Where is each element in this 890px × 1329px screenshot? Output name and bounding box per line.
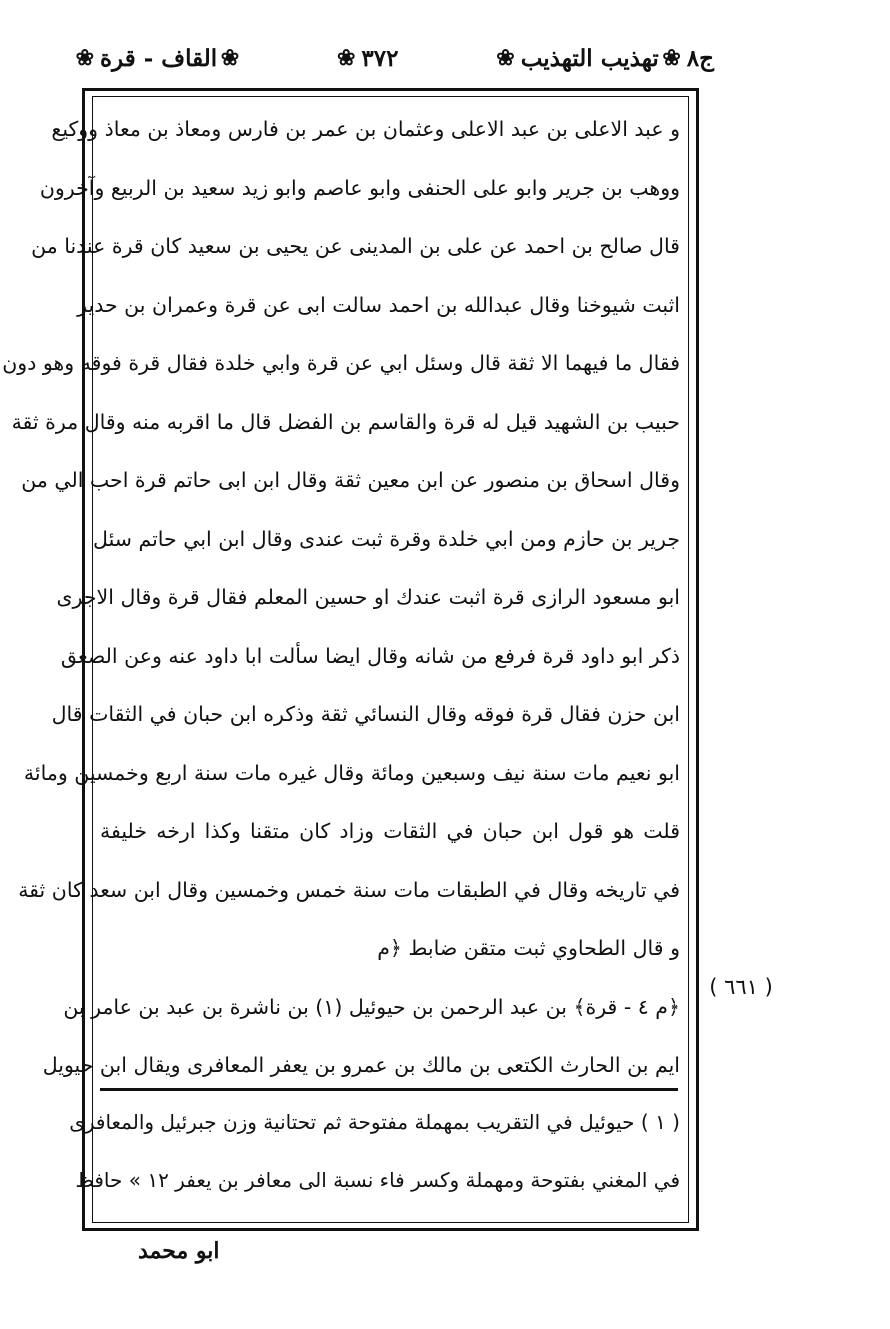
volume-label: ج٨ bbox=[686, 44, 714, 72]
footnote-divider bbox=[100, 1088, 678, 1091]
footnotes bbox=[69, 1093, 680, 1209]
ornament-icon: ❀ bbox=[662, 45, 681, 71]
text-line: و قال الطحاوي ثبت متقن ضابط ﴿م bbox=[377, 936, 680, 960]
text-line: وقال اسحاق بن منصور عن ابن معين ثقة وقال ابن ابى حاتم قرة احب الي من bbox=[21, 468, 680, 492]
footnote-line: في المغني بفتوحة ومهملة وكسر فاء نسبة الى معافر بن يعفر ١٢ » حافظ bbox=[75, 1168, 680, 1192]
text-line: قلت هو قول ابن حبان في الثقات وزاد كان متقنا وكذا ارخه خليفة bbox=[100, 819, 680, 843]
text-line: فقال ما فيهما الا ثقة قال وسئل ابي عن قرة وابي خلدة فقال قرة فوقه وهو دون bbox=[2, 351, 680, 375]
text-line: ووهب بن جرير وابو على الحنفى وابو عاصم وابو زيد سعيد بن الربيع وآخرون bbox=[39, 175, 680, 200]
main-text bbox=[2, 100, 680, 1095]
text-line: ابو مسعود الرازى قرة اثبت عندك او حسين المعلم فقال قرة وقال الاجرى bbox=[56, 585, 680, 609]
ornament-icon: ❀ bbox=[336, 45, 356, 71]
text-line: ابو نعيم مات سنة نيف وسبعين ومائة وقال غيره مات سنة اربع وخمسين ومائة bbox=[23, 760, 680, 785]
running-head-section bbox=[75, 44, 240, 72]
ornament-icon: ❀ bbox=[496, 45, 515, 71]
ornament-icon: ❀ bbox=[220, 45, 240, 71]
section-title: القاف - قرة bbox=[100, 44, 218, 72]
page-number: ٣٧٢ bbox=[361, 44, 399, 72]
entry-line: ايم بن الحارث الكتعى بن مالك بن عمرو بن يعفر المعافرى ويقال ابن حيويل bbox=[42, 1053, 680, 1077]
running-head-volume-title bbox=[496, 44, 714, 72]
text-line: جرير بن حازم ومن ابي خلدة وقرة ثبت عندى وقال ابن ابي حاتم سئل bbox=[93, 526, 680, 551]
page-header bbox=[75, 34, 714, 82]
text-line: و عبد الاعلى بن عبد الاعلى وعثمان بن عمر بن فارس ومعاذ بن معاذ ووكيع bbox=[51, 117, 680, 141]
book-title: تهذيب التهذيب bbox=[520, 44, 659, 72]
entry-line: ﴿م ٤ - قرة﴾ بن عبد الرحمن بن حيوئيل (١) بن ناشرة بن عبد بن عامر بن bbox=[63, 994, 680, 1019]
footnote-line: ( ١ ) حيوئيل في التقريب بمهملة مفتوحة ثم تحتانية وزن جبرئيل والمعافرى bbox=[69, 1110, 680, 1134]
signature: ابو محمد bbox=[138, 1238, 220, 1264]
running-head-page bbox=[336, 44, 399, 72]
text-line: حبيب بن الشهيد قيل له قرة والقاسم بن الفضل قال ما اقربه منه وقال مرة ثقة bbox=[11, 409, 680, 434]
text-line: في تاريخه وقال في الطبقات مات سنة خمس وخمسين وقال ابن سعد كان ثقة bbox=[18, 877, 680, 902]
text-line: ابن حزن فقال قرة فوقه وقال النسائي ثقة وذكره ابن حبان في الثقات قال bbox=[51, 702, 680, 726]
entry-number: ( ٦٦١ ) bbox=[709, 975, 773, 999]
ornament-icon: ❀ bbox=[75, 45, 94, 71]
text-line: قال صالح بن احمد عن على بن المدينى عن يحيى بن سعيد كان قرة عندنا من bbox=[31, 234, 680, 258]
text-line: اثبت شيوخنا وقال عبدالله بن احمد سالت ابى عن قرة وعمران بن حدير bbox=[77, 292, 680, 317]
text-line: ذكر ابو داود قرة فرفع من شانه وقال ايضا سألت ابا داود عنه وعن الصعق bbox=[60, 643, 680, 668]
